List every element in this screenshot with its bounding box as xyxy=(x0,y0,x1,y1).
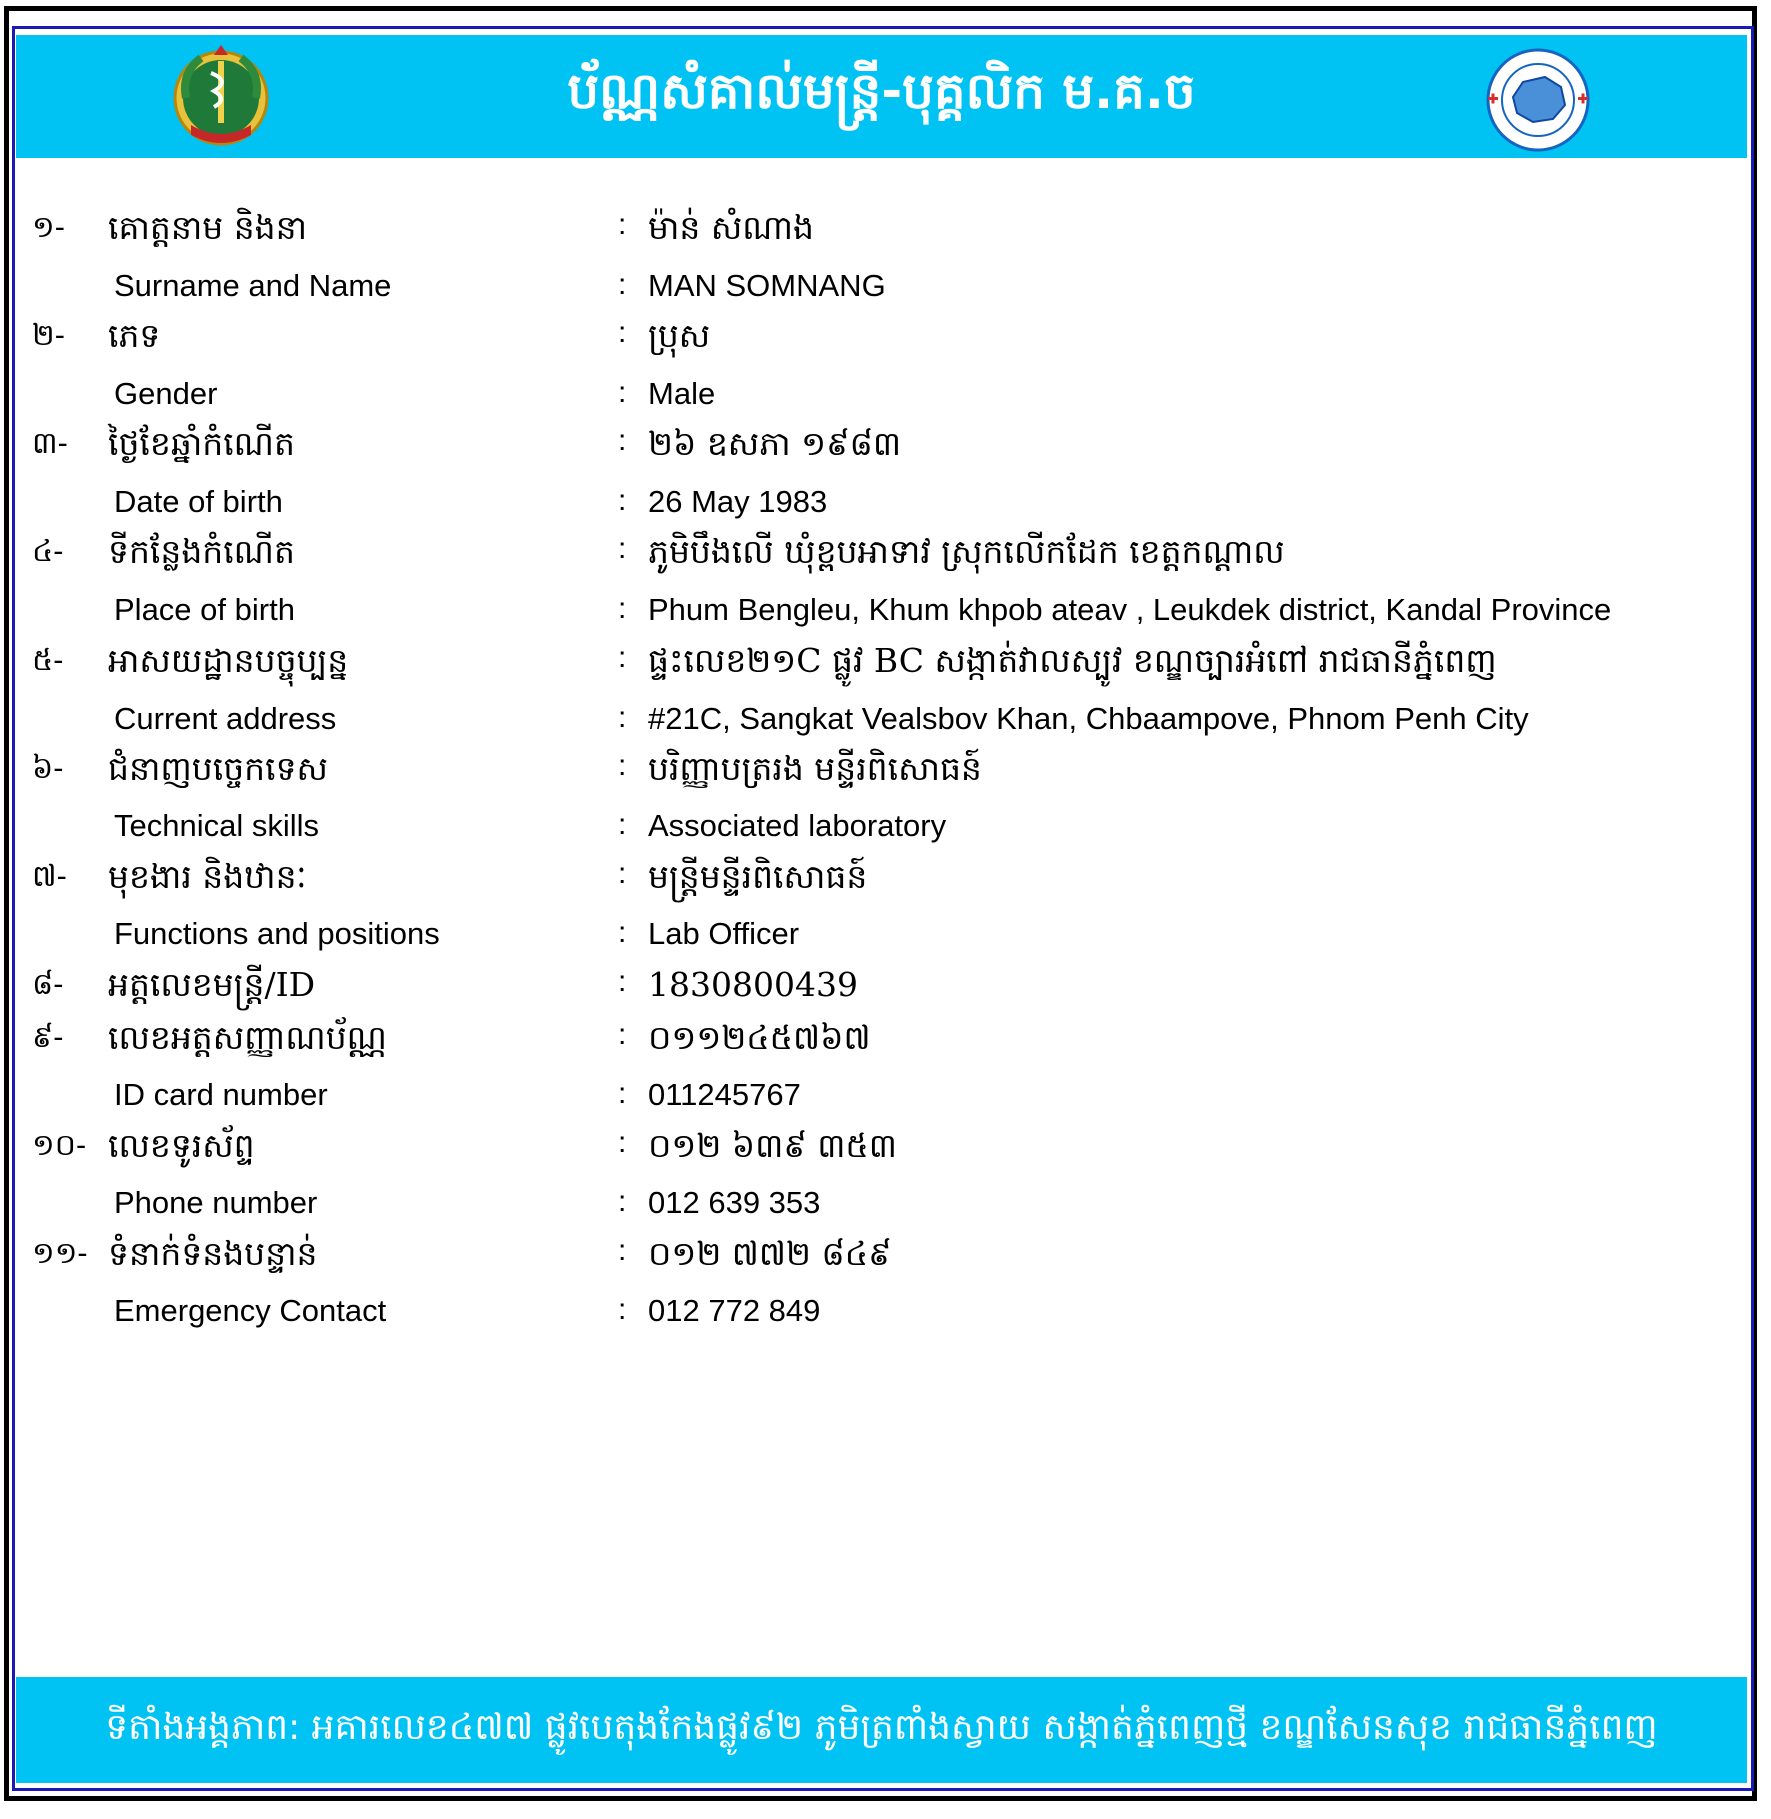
field-value-km: ប្រុស xyxy=(648,316,711,355)
field-number: ១០- xyxy=(32,1128,87,1163)
field-value-km: ០១២ ៧៧២ ៨៤៩ xyxy=(648,1234,892,1273)
field-label-km: អត្តលេខមន្ត្រី/ID xyxy=(108,965,316,1004)
field-label-km: ថ្ងៃខែឆ្នាំកំណើត xyxy=(108,424,295,463)
field-row-en xyxy=(0,592,1771,642)
field-label-km: ភេទ xyxy=(108,316,161,355)
footer-band xyxy=(16,1677,1747,1783)
field-colon: : xyxy=(618,316,627,349)
field-label-en: Phone number xyxy=(114,1185,318,1220)
field-row-en xyxy=(0,484,1771,534)
field-value-en: Phum Bengleu, Khum khpob ateav , Leukdek district, Kandal Province xyxy=(648,592,1612,627)
field-colon: : xyxy=(618,1234,627,1267)
field-row-en xyxy=(0,1077,1771,1127)
field-label-en: Surname and Name xyxy=(114,268,392,303)
field-colon: : xyxy=(618,641,627,674)
field-value-en: 012 639 353 xyxy=(648,1185,821,1220)
field-row-km xyxy=(0,1018,1771,1068)
field-value-km: ផ្ទះលេខ២១C ផ្លូវ BC សង្កាត់វាលស្បូវ ខណ្ឌច្បារអំពៅ រាជធានីភ្នំពេញ xyxy=(648,641,1497,680)
field-row-km xyxy=(0,965,1771,1015)
field-number: ១- xyxy=(32,210,65,245)
field-colon: : xyxy=(618,1077,627,1110)
field-label-km: ទីកន្លែងកំណើត xyxy=(108,532,295,571)
field-row-en xyxy=(0,1185,1771,1235)
field-colon: : xyxy=(618,1018,627,1051)
office-address: ទីតាំងអង្គភាព: អគារលេខ៤៧៧ ផ្លូវបេតុងកែងផ្លូវ៩២ ភូមិត្រពាំងស្វាយ សង្កាត់ភ្នំពេញថ្មី ខណ្ឌសែនសុខ រាជធានីភ្នំពេញ xyxy=(105,1706,1658,1748)
field-label-km: មុខងារ និងឋានៈ xyxy=(108,857,307,896)
field-colon: : xyxy=(618,484,627,517)
field-colon: : xyxy=(618,376,627,409)
field-label-en: Functions and positions xyxy=(114,916,440,951)
field-value-km: ០១២ ៦៣៩ ៣៥៣ xyxy=(648,1126,897,1165)
field-number: ៩- xyxy=(32,1020,64,1055)
field-colon: : xyxy=(618,1126,627,1159)
field-value-km: បរិញ្ញាបត្ររង មន្ទីរពិសោធន៍ xyxy=(648,749,982,788)
field-row-en xyxy=(0,916,1771,966)
field-row-km xyxy=(0,316,1771,366)
field-colon: : xyxy=(618,424,627,457)
field-value-km: ភូមិបឹងលើ ឃុំខ្ពបអាទាវ ស្រុកលើកដែក ខេត្តកណ្តាល xyxy=(648,532,1285,571)
field-colon: : xyxy=(618,857,627,890)
field-value-en: MAN SOMNANG xyxy=(648,268,886,303)
field-label-km: ជំនាញបច្ចេកទេស xyxy=(108,749,328,788)
field-row-km xyxy=(0,857,1771,907)
field-colon: : xyxy=(618,749,627,782)
field-row-km xyxy=(0,1126,1771,1176)
field-row-km xyxy=(0,749,1771,799)
field-value-en: 26 May 1983 xyxy=(648,484,828,519)
field-value-km: មន្ត្រីមន្ទីរពិសោធន៍ xyxy=(648,857,868,896)
card-title: ប័ណ្ណសំគាល់មន្ត្រី-បុគ្គលិក ម.គ.ច xyxy=(567,62,1196,120)
field-colon: : xyxy=(618,592,627,625)
field-row-en xyxy=(0,268,1771,318)
field-number: ៣- xyxy=(32,426,68,461)
field-row-en xyxy=(0,376,1771,426)
field-label-km: ទំនាក់ទំនងបន្ទាន់ xyxy=(108,1234,318,1273)
field-value-en: Male xyxy=(648,376,716,411)
field-value-km: 1830800439 xyxy=(648,965,858,1004)
field-colon: : xyxy=(618,1185,627,1218)
field-label-en: Date of birth xyxy=(114,484,283,519)
field-number: ២- xyxy=(32,318,65,353)
field-label-km: អាសយដ្ឋានបច្ចុប្បន្ន xyxy=(108,641,349,680)
field-colon: : xyxy=(618,532,627,565)
field-value-en: Lab Officer xyxy=(648,916,800,951)
field-value-en: 011245767 xyxy=(648,1077,801,1112)
field-label-en: Place of birth xyxy=(114,592,295,627)
field-value-km: ម៉ាន់ សំណាង xyxy=(648,208,814,247)
field-row-km xyxy=(0,424,1771,474)
field-number: ៥- xyxy=(32,643,64,678)
field-row-km xyxy=(0,532,1771,582)
field-value-km: ២៦ ឧសភា ១៩៨៣ xyxy=(648,424,902,463)
field-row-km xyxy=(0,208,1771,258)
field-number: ១១- xyxy=(32,1236,88,1271)
field-label-en: Current address xyxy=(114,701,337,736)
field-number: ៨- xyxy=(32,967,64,1002)
field-colon: : xyxy=(618,1293,627,1326)
field-number: ៦- xyxy=(32,751,64,786)
field-number: ៤- xyxy=(32,534,64,569)
field-colon: : xyxy=(618,916,627,949)
field-label-en: ID card number xyxy=(114,1077,328,1112)
field-colon: : xyxy=(618,701,627,734)
field-row-km xyxy=(0,1234,1771,1284)
field-colon: : xyxy=(618,808,627,841)
field-value-en: Associated laboratory xyxy=(648,808,947,843)
field-colon: : xyxy=(618,208,627,241)
field-value-en: 012 772 849 xyxy=(648,1293,821,1328)
field-row-en xyxy=(0,1293,1771,1343)
field-row-en xyxy=(0,701,1771,751)
field-colon: : xyxy=(618,268,627,301)
field-row-en xyxy=(0,808,1771,858)
field-value-km: ០១១២៤៥៧៦៧ xyxy=(648,1018,871,1057)
field-label-en: Technical skills xyxy=(114,808,320,843)
field-label-en: Gender xyxy=(114,376,218,411)
field-label-km: លេខទូរស័ព្ទ xyxy=(108,1126,255,1165)
field-colon: : xyxy=(618,965,627,998)
field-row-km xyxy=(0,641,1771,691)
field-label-km: គោត្តនាម និងនា xyxy=(108,208,308,247)
field-label-en: Emergency Contact xyxy=(114,1293,387,1328)
field-value-en: #21C, Sangkat Vealsbov Khan, Chbaampove, Phnom Penh City xyxy=(648,701,1529,736)
field-label-km: លេខអត្តសញ្ញាណប័ណ្ណ xyxy=(108,1018,387,1057)
field-number: ៧- xyxy=(32,859,67,894)
